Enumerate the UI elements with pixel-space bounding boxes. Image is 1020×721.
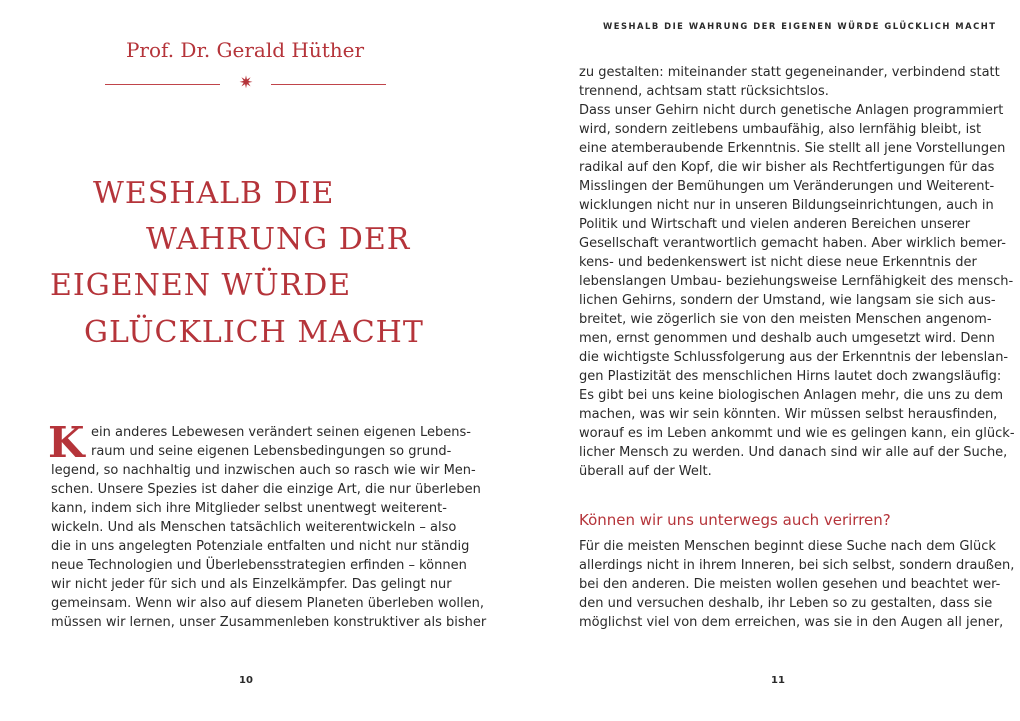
right-page (510, 0, 1020, 721)
body-line: allerdings nicht in ihrem Inneren, bei sich selbst, sondern draußen, (579, 558, 1015, 573)
body-line: Für die meisten Menschen beginnt diese Suche nach dem Glück (579, 539, 996, 554)
body-line: ein anderes Lebewesen verändert seinen eigenen Lebens- (91, 425, 471, 440)
body-line: schen. Unsere Spezies ist daher die einzige Art, die nur überleben (51, 482, 481, 497)
body-line: breitet, wie zögerlich sie von den meisten Menschen angenom- (579, 312, 992, 327)
body-line: müssen wir lernen, unser Zusammenleben konstruktiver als bisher (51, 615, 487, 630)
running-head: WESHALB DIE WAHRUNG DER EIGENEN WÜRDE GLÜCKLICH MACHT (603, 21, 997, 31)
body-line: men, ernst genommen und deshalb auch umgesetzt wird. Denn (579, 331, 995, 346)
body-line: möglichst viel von dem erreichen, was sie in den Augen all jener, (579, 615, 1004, 630)
body-line: Gesellschaft verantwortlich gemacht haben. Aber wirklich bemer- (579, 236, 1006, 251)
chapter-title-line-4: GLÜCKLICH MACHT (84, 315, 424, 350)
body-line: wird, sondern zeitlebens umbaufähig, also lernfähig bleibt, ist (579, 122, 982, 137)
body-line: wickeln. Und als Menschen tatsächlich weiterentwickeln – also (51, 520, 457, 535)
body-line: wir nicht jeder für sich und als Einzelkämpfer. Das gelingt nur (51, 577, 452, 592)
body-line: die wichtigste Schlussfolgerung aus der Erkenntnis der lebenslan- (579, 350, 1009, 365)
chapter-title-line-2: WAHRUNG DER (146, 222, 411, 257)
star-ornament-icon: ✷ (238, 73, 254, 93)
body-line: wicklungen nicht nur in unseren Bildungseinrichtungen, auch in (579, 198, 994, 213)
body-line: worauf es im Leben ankommt und wie es gelingen kann, ein glück- (579, 426, 1015, 441)
section-heading: Können wir uns unterwegs auch verirren? (579, 511, 891, 529)
body-line: lichen Gehirns, sondern der Umstand, wie langsam sie sich aus- (579, 293, 996, 308)
body-line: überall auf der Welt. (579, 464, 712, 479)
body-line: kens- und bedenkenswert ist nicht diese neue Erkenntnis der (579, 255, 977, 270)
drop-cap: K (48, 418, 85, 467)
body-line: Misslingen der Bemühungen um Veränderungen und Weiterent- (579, 179, 995, 194)
body-line: machen, was wir sein könnten. Wir müssen selbst herausfinden, (579, 407, 998, 422)
page-number-left: 10 (239, 675, 253, 686)
title-ornament (105, 74, 386, 94)
body-line: gen Plastizität des menschlichen Hirns lautet doch zwangsläufig: (579, 369, 1002, 384)
ornament-rule-left (105, 84, 220, 85)
body-line: trennend, achtsam statt rücksichtslos. (579, 84, 829, 99)
body-line: eine atemberaubende Erkenntnis. Sie stellt all jene Vorstellungen (579, 141, 1006, 156)
body-line: legend, so nachhaltig und inzwischen auch so rasch wie wir Men- (51, 463, 476, 478)
body-line: bei den anderen. Die meisten wollen gesehen und beachtet wer- (579, 577, 1001, 592)
body-line: zu gestalten: miteinander statt gegeneinander, verbindend statt (579, 65, 1000, 80)
body-line: raum und seine eigenen Lebensbedingungen so grund- (91, 444, 452, 459)
body-line: Politik und Wirtschaft und vielen anderen Bereichen unserer (579, 217, 971, 232)
body-line: licher Mensch zu werden. Und danach sind wir alle auf der Suche, (579, 445, 1008, 460)
body-line: neue Technologien und Überlebensstrategien erfinden – können (51, 558, 467, 573)
page-number-right: 11 (771, 675, 785, 686)
chapter-title-line-3: EIGENEN WÜRDE (50, 268, 352, 303)
body-line: den und versuchen deshalb, ihr Leben so zu gestalten, dass sie (579, 596, 993, 611)
body-line: Es gibt bei uns keine biologischen Anlagen mehr, die uns zu dem (579, 388, 1003, 403)
author-name: Prof. Dr. Gerald Hüther (125, 38, 365, 62)
body-line: kann, indem sich ihre Mitglieder selbst unentwegt weiterent- (51, 501, 447, 516)
ornament-rule-right (271, 84, 386, 85)
body-line: lebenslangen Umbau- beziehungsweise Lernfähigkeit des mensch- (579, 274, 1014, 289)
body-line: die in uns angelegten Potenziale entfalten und nicht nur ständig (51, 539, 470, 554)
chapter-title-line-1: WESHALB DIE (93, 176, 335, 211)
body-line: Dass unser Gehirn nicht durch genetische Anlagen programmiert (579, 103, 1004, 118)
body-line: radikal auf den Kopf, die wir bisher als Rechtfertigungen für das (579, 160, 995, 175)
body-line: gemeinsam. Wenn wir also auf diesem Planeten überleben wollen, (51, 596, 484, 611)
